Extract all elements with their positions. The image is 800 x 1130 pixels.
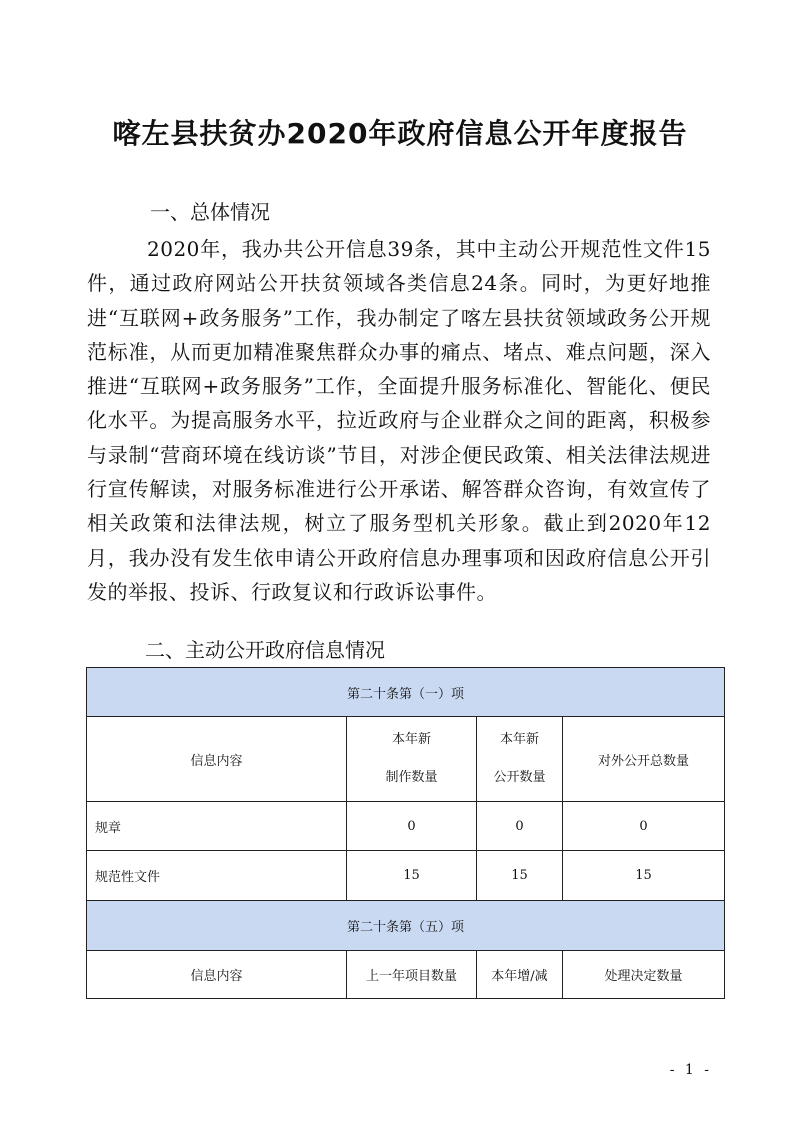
- header-new-published-count: [477, 717, 563, 802]
- table-band-article20-item5: [87, 901, 725, 951]
- header-decision-count: 处理决定数量: [563, 951, 725, 999]
- header-line: 本年新: [391, 732, 431, 747]
- table-header-row: [87, 951, 725, 999]
- section-heading-proactive-disclosure: 二、主动公开政府信息情况: [145, 638, 385, 662]
- disclosure-table: [86, 667, 725, 999]
- header-line: 制作数量: [385, 770, 438, 785]
- row-value: 15: [563, 851, 725, 901]
- document-title: 喀左县扶贫办2020年政府信息公开年度报告: [112, 117, 688, 150]
- header-year-change: 本年增/减: [477, 951, 563, 999]
- row-value: 15: [347, 851, 477, 901]
- section-heading-overview: 一、总体情况: [150, 200, 270, 224]
- header-total-public-count: 对外公开总数量: [563, 717, 725, 802]
- header-line: 本年新: [499, 732, 539, 747]
- table-row: [87, 851, 725, 901]
- row-label: 规章: [87, 802, 347, 851]
- page-number: - 1 -: [669, 1062, 712, 1078]
- table-row: [87, 802, 725, 851]
- band-label: 第二十条第（一）项: [87, 668, 725, 717]
- row-value: 0: [477, 802, 563, 851]
- row-label: 规范性文件: [87, 851, 347, 901]
- header-new-made-count: [347, 717, 477, 802]
- header-prev-year-count: 上一年项目数量: [347, 951, 477, 999]
- row-value: 15: [477, 851, 563, 901]
- table-band-article20-item1: [87, 668, 725, 717]
- overview-paragraph: 2020年，我办共公开信息39条，其中主动公开规范性文件15件，通过政府网站公开扶贫领域各类信息24条。同时，为更好地推进“互联网+政务服务”工作，我办制定了喀左县扶贫领域政务公开规范标准，从而更加精准聚焦群众办事的痛点、堵点、难点问题，深入推进“互联网+政务服务”工作，全面提升服务标准化、智能化、便民化水平。为提高服务水平，拉近政府与企业群众之间的距离，积极参与录制“营商环境在线访谈”节目，对涉企便民政策、相关法律法规进行宣传解读，对服务标准进行公开承诺、解答群众咨询，有效宣传了相关政策和法律法规，树立了服务型机关形象。截止到2020年12月，我办没有发生依申请公开政府信息办理事项和因政府信息公开引发的举报、投诉、行政复议和行政诉讼事件。: [87, 237, 711, 604]
- band-label: 第二十条第（五）项: [87, 901, 725, 951]
- header-info-content: 信息内容: [87, 951, 347, 999]
- header-info-content: 信息内容: [87, 717, 347, 802]
- row-value: 0: [347, 802, 477, 851]
- row-value: 0: [563, 802, 725, 851]
- table-header-row: [87, 717, 725, 802]
- header-line: 公开数量: [493, 770, 546, 785]
